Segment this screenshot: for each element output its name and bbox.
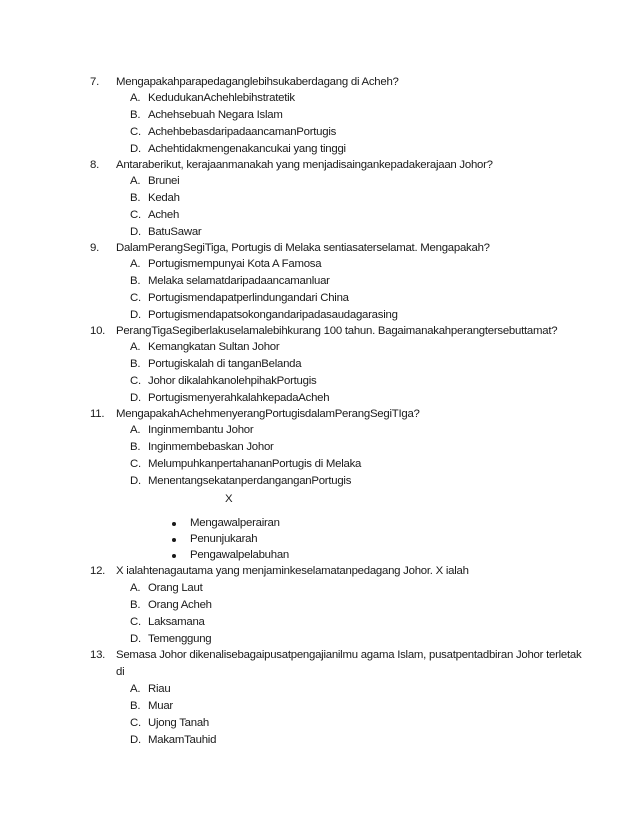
question-number: 7.: [90, 76, 99, 88]
option-letter: B.: [130, 599, 141, 611]
x-bullet-2: Penunjukarah: [190, 533, 258, 545]
option-12a: [130, 580, 203, 596]
option-text: Portugismempunyai Kota A Famosa: [148, 258, 322, 270]
option-9d: [130, 307, 398, 323]
question-text: PerangTigaSegiberlakuselamalebihkurang 100 tahun. Bagaimanakahperangtersebuttamat?: [116, 325, 558, 337]
option-letter: C.: [130, 375, 141, 387]
option-12b: [130, 597, 212, 613]
question-number: 12.: [90, 565, 106, 577]
question-text: Semasa Johor dikenalisebagaipusatpengajianilmu agama Islam, pusatpentadbiran Johor terletak: [116, 649, 582, 661]
question-text: Mengapakahparapedaganglebihsukaberdagang di Acheh?: [116, 76, 399, 88]
option-text: BatuSawar: [148, 226, 202, 238]
option-7c: [130, 124, 336, 140]
option-8d: [130, 224, 201, 240]
option-letter: D.: [130, 734, 141, 746]
option-letter: A.: [130, 175, 141, 187]
option-9c: [130, 290, 349, 306]
option-12c: [130, 614, 205, 630]
question-13: [90, 647, 581, 663]
option-letter: C.: [130, 209, 141, 221]
option-11d: [130, 473, 351, 489]
option-9b: [130, 273, 330, 289]
option-8b: [130, 190, 180, 206]
option-text: Kedah: [148, 192, 180, 204]
option-9a: [130, 256, 321, 272]
option-text: Achehtidakmengenakancukai yang tinggi: [148, 143, 346, 155]
option-7d: [130, 141, 346, 157]
option-text: Orang Acheh: [148, 599, 212, 611]
question-11: [90, 406, 420, 422]
option-11c: [130, 456, 361, 472]
option-10b: [130, 356, 301, 372]
option-letter: D.: [130, 226, 141, 238]
option-text: Brunei: [148, 175, 180, 187]
option-text: Orang Laut: [148, 582, 203, 594]
option-7b: [130, 107, 283, 123]
option-text: MakamTauhid: [148, 734, 217, 746]
option-letter: D.: [130, 475, 141, 487]
question-text: MengapakahAchehmenyerangPortugisdalamPerangSegiTIga?: [116, 408, 420, 420]
option-text: Laksamana: [148, 616, 205, 628]
option-letter: C.: [130, 458, 141, 470]
option-12d: [130, 631, 211, 647]
option-13b: [130, 698, 173, 714]
option-letter: D.: [130, 143, 141, 155]
question-number: 13.: [90, 649, 106, 661]
option-letter: B.: [130, 700, 141, 712]
option-text: Temenggung: [148, 633, 212, 645]
option-letter: A.: [130, 341, 141, 353]
question-number: 11.: [90, 408, 105, 420]
option-letter: C.: [130, 126, 141, 138]
question-number: 10.: [90, 325, 106, 337]
option-13c: [130, 715, 209, 731]
option-10a: [130, 339, 279, 355]
option-letter: A.: [130, 582, 141, 594]
option-11b: [130, 439, 274, 455]
option-letter: B.: [130, 192, 141, 204]
option-text: Acheh: [148, 209, 180, 221]
x-bullet-1: Mengawalperairan: [190, 517, 280, 529]
option-text: AchehbebasdaripadaancamanPortugis: [148, 126, 337, 138]
option-text: MenentangsekatanperdanganganPortugis: [148, 475, 352, 487]
option-text: PortugismenyerahkalahkepadaAcheh: [148, 392, 330, 404]
x-label: X: [225, 493, 233, 505]
question-number: 8.: [90, 159, 99, 171]
x-bullet-3: Pengawalpelabuhan: [190, 549, 289, 561]
question-8: [90, 157, 493, 173]
option-letter: C.: [130, 717, 141, 729]
option-letter: A.: [130, 258, 141, 270]
option-letter: B.: [130, 441, 141, 453]
option-10d: [130, 390, 329, 406]
option-text: Portugiskalah di tanganBelanda: [148, 358, 302, 370]
question-10: [90, 323, 557, 339]
option-letter: D.: [130, 392, 141, 404]
option-13d: [130, 732, 216, 748]
question-13-continued: di: [116, 666, 125, 678]
question-7: [90, 74, 399, 90]
option-text: KedudukanAchehlebihstratetik: [148, 92, 295, 104]
question-text: Antaraberikut, kerajaanmanakah yang menjadisaingankepadakerajaan Johor?: [116, 159, 493, 171]
option-text: Riau: [148, 683, 171, 695]
option-text: Inginmembantu Johor: [148, 424, 254, 436]
option-letter: D.: [130, 633, 141, 645]
option-text: Achehsebuah Negara Islam: [148, 109, 283, 121]
question-9: [90, 240, 490, 256]
question-text: DalamPerangSegiTiga, Portugis di Melaka sentiasaterselamat. Mengapakah?: [116, 242, 490, 254]
option-letter: A.: [130, 424, 141, 436]
option-text: Melaka selamatdaripadaancamanluar: [148, 275, 330, 287]
option-letter: C.: [130, 292, 141, 304]
bullet-icon: [172, 538, 176, 542]
bullet-icon: [172, 554, 176, 558]
option-text: Inginmembebaskan Johor: [148, 441, 274, 453]
question-12: [90, 563, 469, 579]
question-number: 9.: [90, 242, 99, 254]
option-text: Portugismendapatperlindungandari China: [148, 292, 349, 304]
bullet-icon: [172, 522, 176, 526]
option-10c: [130, 373, 316, 389]
option-letter: B.: [130, 358, 141, 370]
option-13a: [130, 681, 170, 697]
question-text: X ialahtenagautama yang menjaminkeselamatanpedagang Johor. X ialah: [116, 565, 469, 577]
option-text: Portugismendapatsokongandaripadasaudagarasing: [148, 309, 398, 321]
option-letter: B.: [130, 275, 141, 287]
option-letter: A.: [130, 683, 141, 695]
option-text: Muar: [148, 700, 173, 712]
option-text: Johor dikalahkanolehpihakPortugis: [148, 375, 317, 387]
option-8c: [130, 207, 179, 223]
option-letter: B.: [130, 109, 141, 121]
option-text: Kemangkatan Sultan Johor: [148, 341, 280, 353]
option-text: Ujong Tanah: [148, 717, 210, 729]
option-11a: [130, 422, 253, 438]
option-8a: [130, 173, 179, 189]
option-text: MelumpuhkanpertahananPortugis di Melaka: [148, 458, 362, 470]
option-letter: A.: [130, 92, 141, 104]
option-letter: C.: [130, 616, 141, 628]
option-letter: D.: [130, 309, 141, 321]
option-7a: [130, 90, 295, 106]
